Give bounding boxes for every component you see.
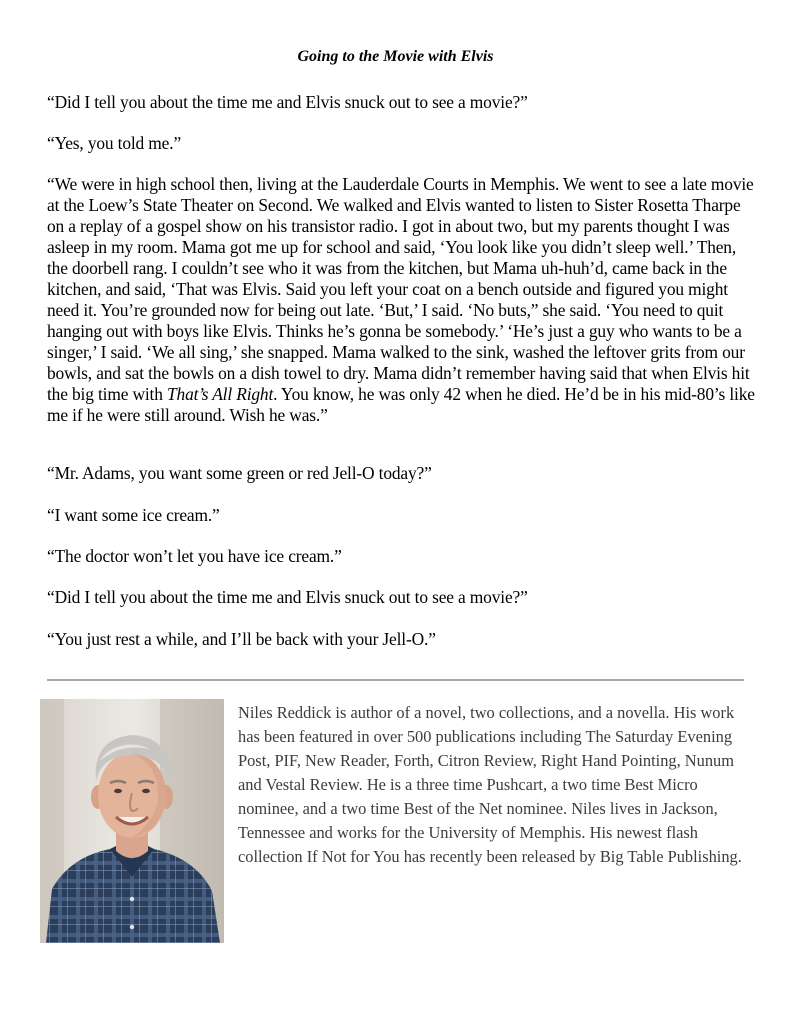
section-divider [47, 679, 744, 681]
story-paragraph-6 [47, 546, 757, 567]
author-photo [40, 699, 224, 943]
paragraph-text: “The doctor won’t let you have ice cream.” [47, 546, 342, 566]
story-paragraph-5 [47, 505, 757, 526]
story-paragraph-8 [47, 629, 757, 650]
author-portrait-icon [40, 699, 224, 943]
paragraph-text: “You just rest a while, and I’ll be back with your Jell-O.” [47, 629, 436, 649]
story-paragraph-7 [47, 587, 757, 608]
story-paragraph-2 [47, 133, 757, 154]
paragraph-text: . You know, he was only 42 when he died. He’d be in his mid-80’s like me if he were still around. Wish he was.” [47, 384, 755, 425]
story-paragraph-3 [47, 174, 757, 426]
paragraph-text: “Yes, you told me.” [47, 133, 182, 153]
song-title: That’s All Right [167, 384, 274, 404]
paragraph-text: “I want some ice cream.” [47, 505, 220, 525]
paragraph-text: “We were in high school then, living at the Lauderdale Courts in Memphis. We went to see a late movie at the Loew’s State Theater on Second. We walked and Elvis wanted to listen to Sister Rosetta Tharpe on a replay of a gospel show on his transistor radio. I got in about two, but my parents thought I was asleep in my room. Mama got me up for school and said, ‘You look like you didn’t sleep well.’ Then, the doorbell rang. I couldn’t see who it was from the kitchen, but Mama uh-huh’d, came back in the kitchen, and said, ‘That was Elvis. Said you left your coat on a bench outside and figured you might need it. You’re grounded now for being out late. ‘But,’ I said. ‘No buts,” she said. ‘You need to quit hanging out with boys like Elvis. Thinks he’s gonna be somebody.’ ‘He’s just a guy who wants to be a singer,’ I said. ‘We all sing,’ she snapped. Mama walked to the sink, washed the leftover grits from our bowls, and sat the bowls on a dish towel to dry. Mama didn’t remember having said that when Elvis hit the big time with [47, 174, 754, 404]
story-title: Going to the Movie with Elvis [297, 48, 494, 65]
story-paragraph-1 [47, 92, 757, 113]
paragraph-text: “Did I tell you about the time me and Elvis snuck out to see a movie?” [47, 92, 528, 112]
story-paragraph-4 [47, 463, 757, 484]
paragraph-text: “Mr. Adams, you want some green or red Jell-O today?” [47, 463, 432, 483]
paragraph-text: “Did I tell you about the time me and Elvis snuck out to see a movie?” [47, 587, 528, 607]
author-bio: Niles Reddick is author of a novel, two collections, and a novella. His work has been featured in over 500 publications including The Saturday Evening Post, PIF, New Reader, Forth, Citron Review, Right Hand Pointing, Nunum and Vestal Review. He is a three time Pushcart, a two time Best Micro nominee, and a two time Best of the Net nominee. Niles lives in Jackson, Tennessee and works for the University of Memphis. His newest flash collection If Not for You has recently been released by Big Table Publishing. [238, 703, 742, 866]
